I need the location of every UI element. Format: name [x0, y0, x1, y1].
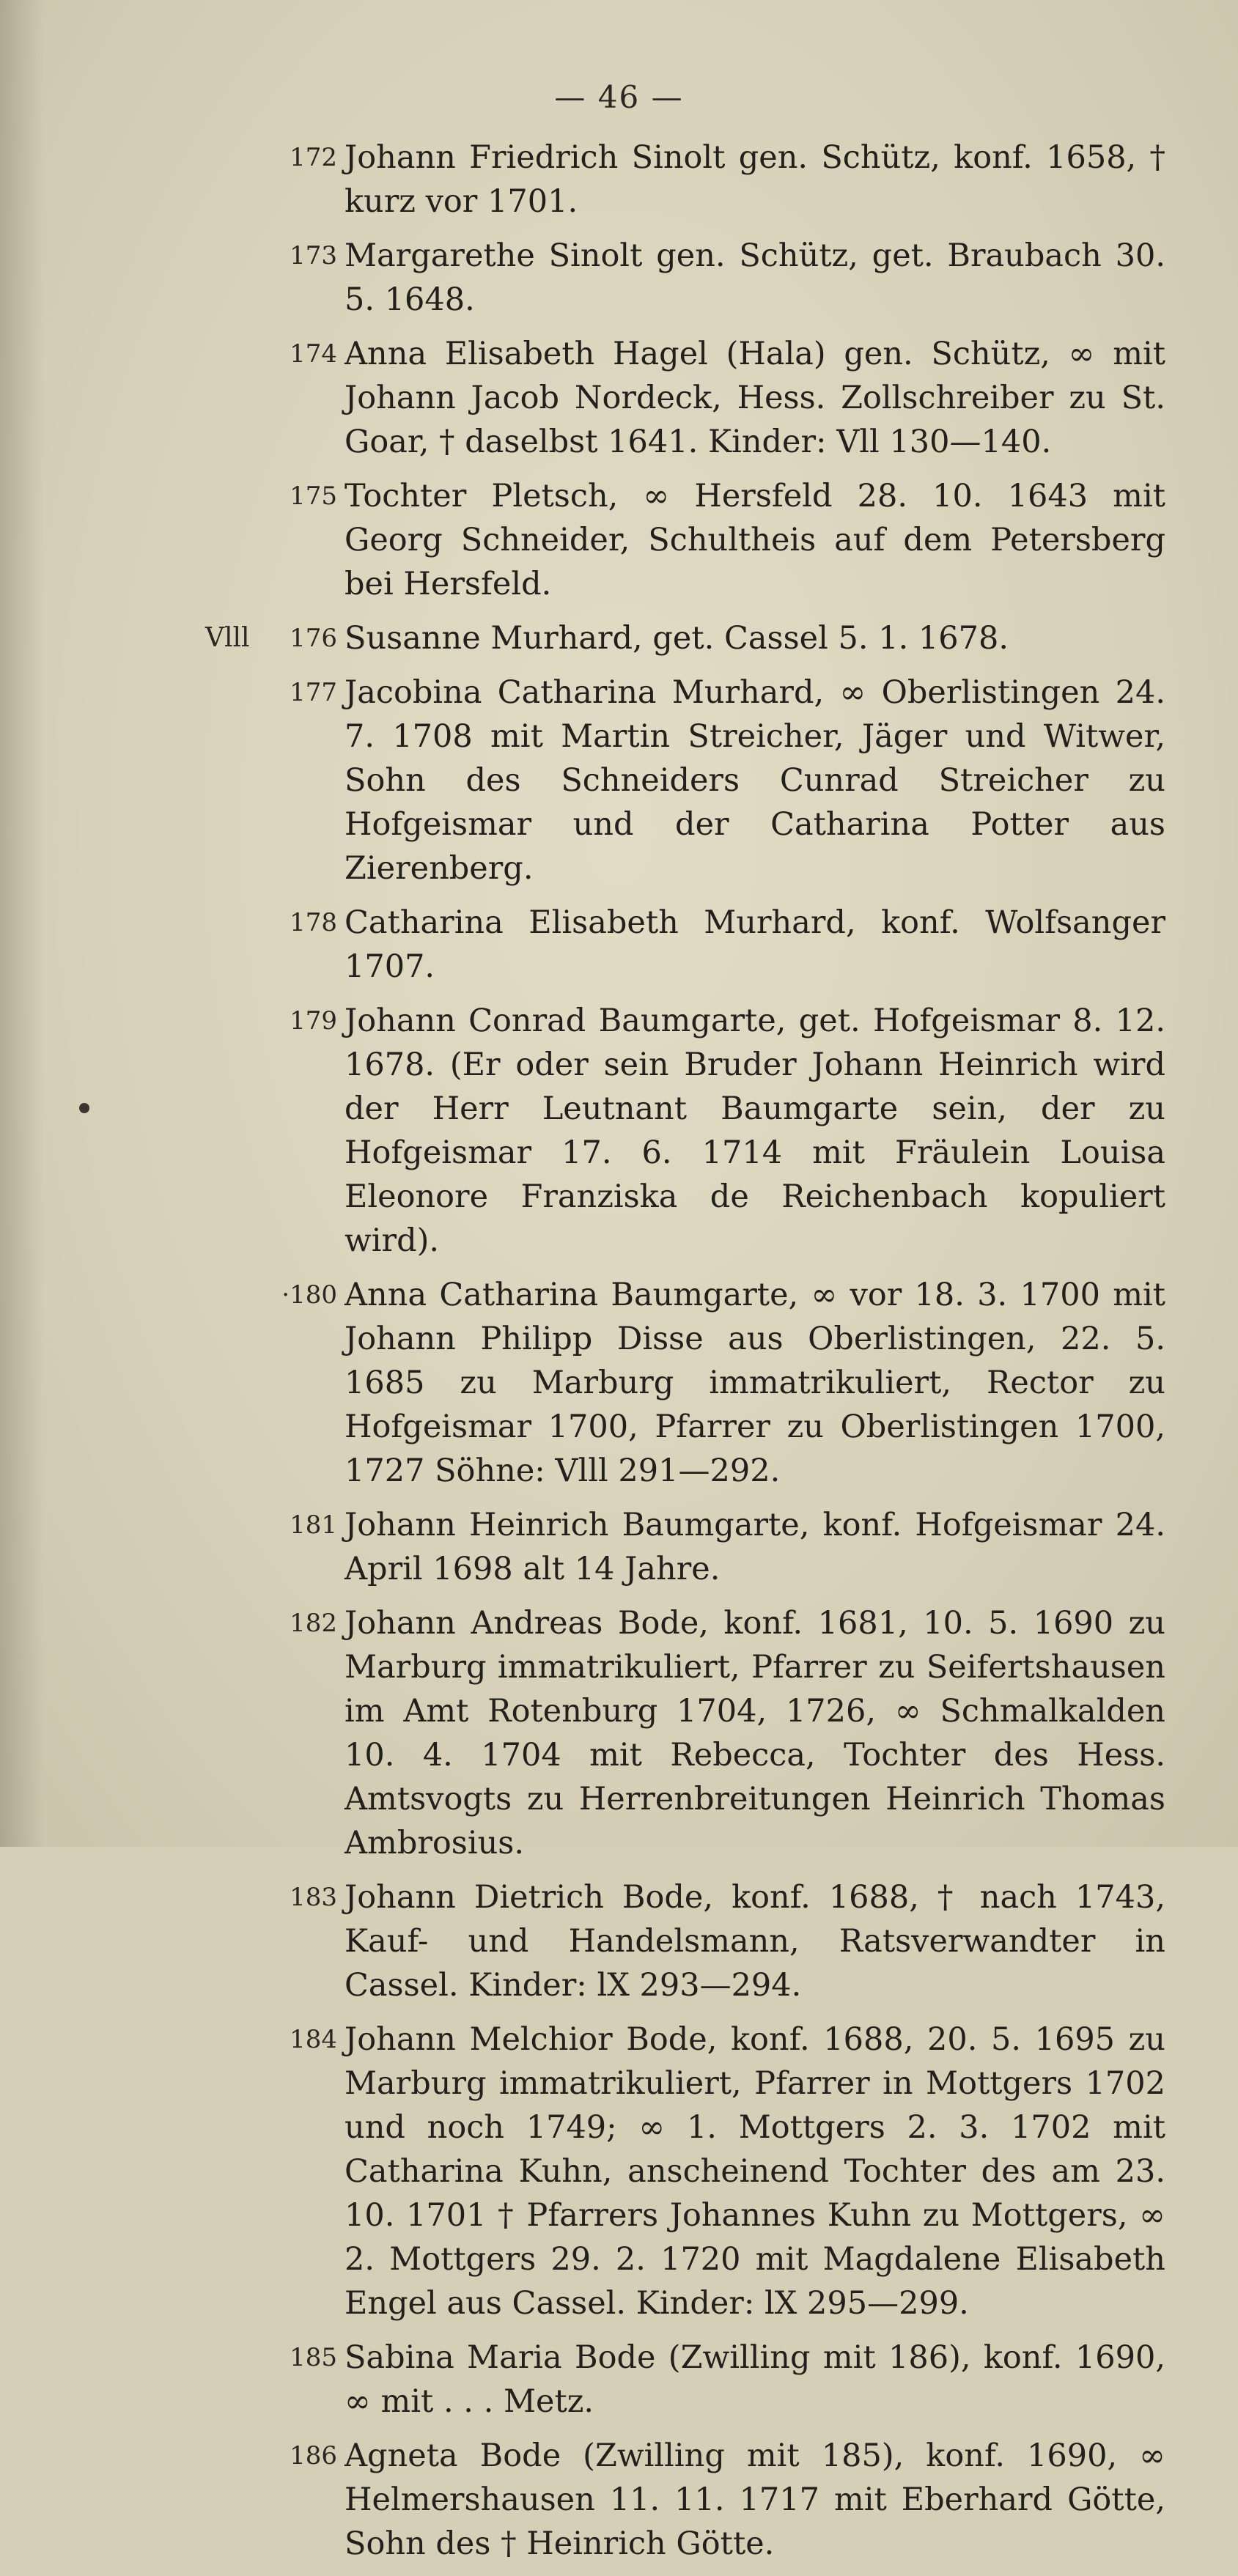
- entry-180: [281, 1273, 1165, 1493]
- entry-179: [290, 999, 1165, 1263]
- entry-185: [290, 2336, 1165, 2424]
- entry-181: [290, 1503, 1165, 1591]
- entry-184: [290, 2018, 1165, 2325]
- entry-text: Agneta Bode (Zwilling mit 185), konf. 1690, ∞ Helmershausen 11. 11. 1717 mit Eberhard Götte, Sohn des † Heinrich Götte.: [344, 2437, 1165, 2562]
- entry-text: Johann Conrad Baumgarte, get. Hofgeismar 8. 12. 1678. (Er oder sein Bruder Johann Heinrich wird der Herr Leutnant Baumgarte sein, der zu Hofgeismar 17. 6. 1714 mit Fräulein Louisa Eleonore Franziska de Reichenbach kopuliert wird).: [344, 1003, 1165, 1259]
- entry-174: [290, 332, 1165, 464]
- entry-number: 175: [290, 481, 337, 511]
- generation-marker: Vlll: [205, 623, 250, 653]
- entry-text: Johann Andreas Bode, konf. 1681, 10. 5. 1690 zu Marburg immatrikuliert, Pfarrer zu Seifertshausen im Amt Rotenburg 1704, 1726, ∞ Schmalkalden 10. 4. 1704 mit Rebecca, Tochter des Hess. Amtsvogts zu Herrenbreitungen Heinrich Thomas Ambrosius.: [344, 1605, 1165, 1861]
- entry-text: Anna Elisabeth Hagel (Hala) gen. Schütz, ∞ mit Johann Jacob Nordeck, Hess. Zollschreiber zu St. Goar, † daselbst 1641. Kinder: Vll 130—140.: [344, 336, 1165, 460]
- entry-text: Johann Heinrich Baumgarte, konf. Hofgeismar 24. April 1698 alt 14 Jahre.: [344, 1507, 1165, 1587]
- gutter-shadow: [0, 0, 44, 1847]
- entry-number: 179: [290, 1006, 337, 1036]
- page-number: — 46 —: [554, 79, 684, 115]
- entry-186: [290, 2434, 1165, 2566]
- entry-text: Margarethe Sinolt gen. Schütz, get. Braubach 30. 5. 1648.: [344, 237, 1165, 318]
- entry-number: 178: [290, 908, 337, 937]
- entry-text: Johann Dietrich Bode, konf. 1688, † nach 1743, Kauf- und Handelsmann, Ratsverwandter in Cassel. Kinder: lX 293—294.: [344, 1879, 1165, 2004]
- entry-183: [290, 1875, 1165, 2007]
- entry-number: 172: [290, 143, 337, 172]
- entry-number: ·180: [281, 1280, 337, 1310]
- entry-number: 186: [290, 2441, 337, 2470]
- entry-number: 182: [290, 1609, 337, 1638]
- entry-text: Johann Friedrich Sinolt gen. Schütz, konf. 1658, † kurz vor 1701.: [344, 139, 1165, 220]
- entry-number: 183: [290, 1883, 337, 1912]
- entry-178: [290, 901, 1165, 989]
- entry-176: [205, 616, 1165, 660]
- entry-number: 174: [290, 339, 337, 369]
- entry-number: 177: [290, 678, 337, 707]
- entry-text: Sabina Maria Bode (Zwilling mit 186), konf. 1690, ∞ mit . . . Metz.: [344, 2339, 1165, 2420]
- entry-text: Catharina Elisabeth Murhard, konf. Wolfsanger 1707.: [344, 904, 1165, 985]
- entry-number: 185: [290, 2343, 337, 2372]
- genealogy-entry-list: [205, 136, 1165, 2576]
- entry-text: Jacobina Catharina Murhard, ∞ Oberlistingen 24. 7. 1708 mit Martin Streicher, Jäger und Witwer, Sohn des Schneiders Cunrad Streicher zu Hofgeismar und der Catharina Potter aus Zierenberg.: [344, 674, 1165, 887]
- entry-number: 176: [290, 624, 337, 653]
- entry-text: Johann Melchior Bode, konf. 1688, 20. 5. 1695 zu Marburg immatrikuliert, Pfarrer in Mottgers 1702 und noch 1749; ∞ 1. Mottgers 2. 3. 1702 mit Catharina Kuhn, anscheinend Tochter des am 23. 10. 1701 † Pfarrers Johannes Kuhn zu Mottgers, ∞ 2. Mottgers 29. 2. 1720 mit Magdalene Elisabeth Engel aus Cassel. Kinder: lX 295—299.: [344, 2021, 1165, 2322]
- entry-text: Tochter Pletsch, ∞ Hersfeld 28. 10. 1643 mit Georg Schneider, Schultheis auf dem Petersberg bei Hersfeld.: [344, 478, 1165, 602]
- entry-number: 181: [290, 1510, 337, 1540]
- margin-dot-mark: [79, 1103, 89, 1113]
- entry-182: [290, 1601, 1165, 1865]
- entry-number: 173: [290, 241, 337, 270]
- entry-number: 184: [290, 2025, 337, 2054]
- entry-text: Anna Catharina Baumgarte, ∞ vor 18. 3. 1700 mit Johann Philipp Disse aus Oberlistingen, 22. 5. 1685 zu Marburg immatrikuliert, Rector zu Hofgeismar 1700, Pfarrer zu Oberlistingen 1700, 1727 Söhne: Vlll 291—292.: [344, 1277, 1165, 1489]
- entry-text: Susanne Murhard, get. Cassel 5. 1. 1678.: [344, 620, 1009, 657]
- entry-175: [290, 474, 1165, 606]
- entry-173: [290, 234, 1165, 322]
- entry-172: [290, 136, 1165, 224]
- entry-177: [290, 671, 1165, 890]
